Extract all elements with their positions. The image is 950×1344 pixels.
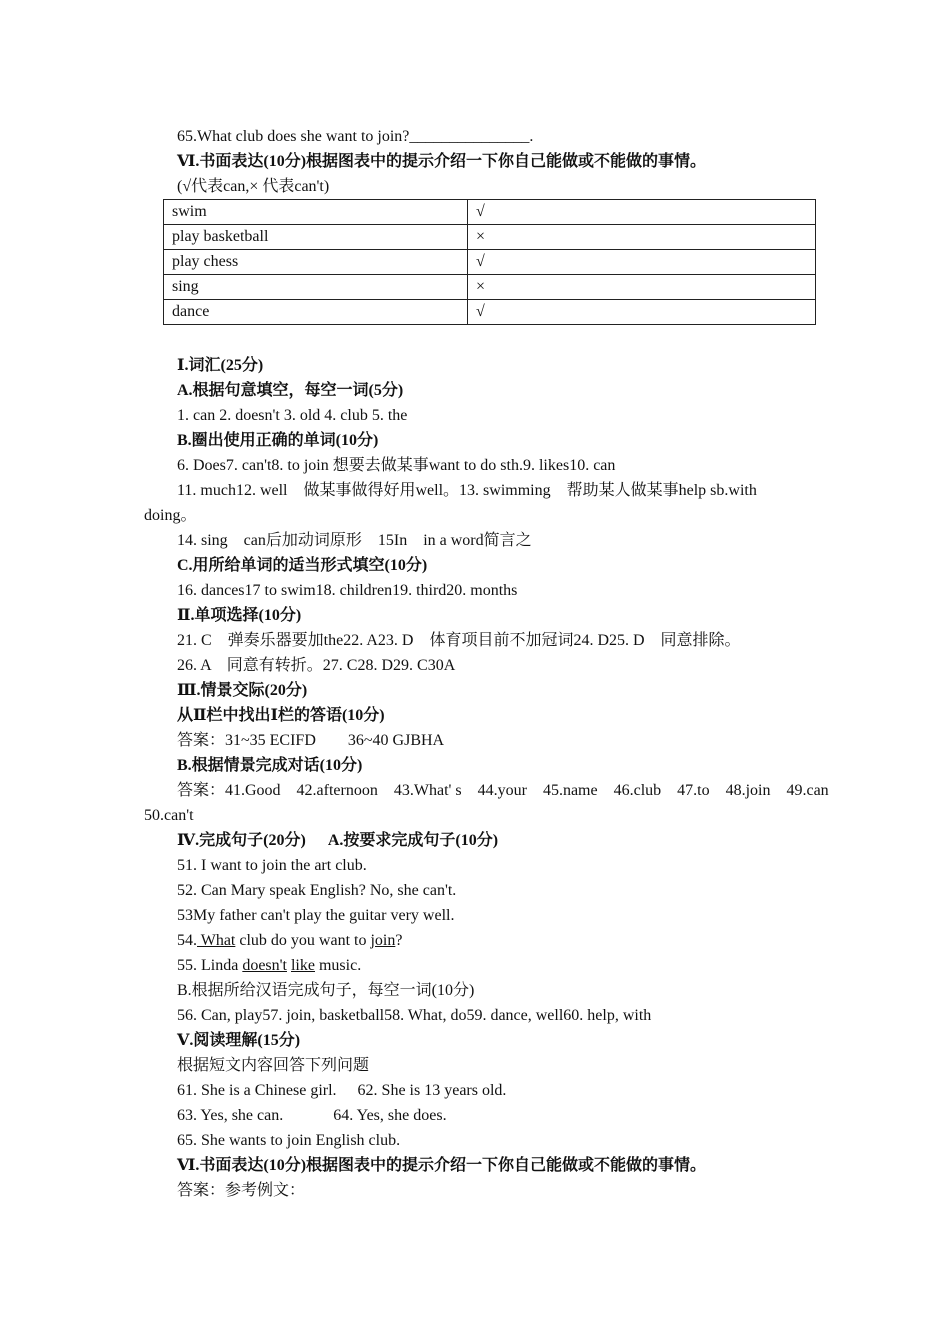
answer-62: 62. She is 13 years old. bbox=[357, 1082, 507, 1099]
answers-61-62 bbox=[177, 1078, 817, 1103]
answer-55-end: music. bbox=[314, 957, 362, 974]
section-1b-heading: B.圈出使用正确的单词(10分) bbox=[177, 432, 379, 449]
section-1b-line-2: 11. much12. well 做某事做得好用well。13. swimming 帮助某人做某事help sb.with bbox=[177, 482, 757, 499]
section-4b-answers: 56. Can, play57. join, basketball58. What, do59. dance, well60. help, with bbox=[177, 1007, 652, 1024]
answer-54-end: ? bbox=[395, 932, 403, 949]
answer-52: 52. Can Mary speak English? No, she can't. bbox=[177, 882, 457, 899]
answer-54-underlined-join: join bbox=[370, 932, 396, 949]
q65-prompt: 65.What club does she want to join?_______________. bbox=[177, 128, 534, 145]
section-2-line-1: 21. C 弹奏乐器要加the22. A23. D 体育项目前不加冠词24. D25. D 同意排除。 bbox=[177, 632, 741, 649]
table-row bbox=[164, 250, 816, 275]
answer-55 bbox=[177, 953, 817, 978]
section-3b-heading: B.根据情景完成对话(10分) bbox=[177, 757, 363, 774]
section-3b-line-1: 答案：41.Good 42.afternoon 43.What' s 44.your 45.name 46.club 47.to 48.join 49.can bbox=[177, 782, 829, 799]
answer-54-underlined-what: What bbox=[197, 932, 236, 949]
answer-51: 51. I want to join the art club. bbox=[177, 857, 367, 874]
section-1b-line-3: 14. sing can后加动词原形 15In in a word简言之 bbox=[177, 532, 532, 549]
section-3b-line-1-cont: 50.can't bbox=[144, 807, 194, 824]
answer-65: 65. She wants to join English club. bbox=[177, 1132, 401, 1149]
section-1c-answers: 16. dances17 to swim18. children19. third20. months bbox=[177, 582, 518, 599]
answer-54-middle: club do you want to bbox=[235, 932, 371, 949]
can-cannot-table bbox=[163, 199, 816, 325]
activity-cell: play basketball bbox=[164, 225, 468, 250]
answer-54-number: 54. bbox=[177, 932, 197, 949]
mark-cell: × bbox=[468, 275, 816, 300]
table-row bbox=[164, 300, 816, 325]
section-1b-line-1: 6. Does7. can't8. to join 想要去做某事want to do sth.9. likes10. can bbox=[177, 457, 616, 474]
answer-61: 61. She is a Chinese girl. bbox=[177, 1082, 337, 1099]
activity-cell: sing bbox=[164, 275, 468, 300]
section-3a-answers: 答案：31~35 ECIFD 36~40 GJBHA bbox=[177, 732, 445, 749]
section-6-heading: Ⅵ.书面表达(10分)根据图表中的提示介绍一下你自己能做或不能做的事情。 bbox=[177, 1157, 707, 1174]
section-4a-heading: A.按要求完成句子(10分) bbox=[327, 832, 499, 849]
section-4-heading: Ⅳ.完成句子(20分) bbox=[177, 832, 306, 849]
answer-55-underlined-like: like bbox=[290, 957, 315, 974]
section-6-answer-label: 答案：参考例文： bbox=[177, 1182, 306, 1199]
mark-cell: √ bbox=[468, 250, 816, 275]
section-2-heading: Ⅱ.单项选择(10分) bbox=[177, 607, 302, 624]
answer-55-underlined-doesnt: doesn't bbox=[242, 957, 287, 974]
answer-53: 53My father can't play the guitar very well. bbox=[177, 907, 455, 924]
answer-55-start: 55. Linda bbox=[177, 957, 243, 974]
activity-cell: play chess bbox=[164, 250, 468, 275]
section-3a-heading: 从Ⅱ栏中找出Ⅰ栏的答语(10分) bbox=[177, 707, 385, 724]
activity-cell: dance bbox=[164, 300, 468, 325]
section-5-subheading: 根据短文内容回答下列问题 bbox=[177, 1057, 370, 1074]
legend-note: (√代表can,× 代表can't) bbox=[177, 178, 330, 195]
section-1a-heading: A.根据句意填空，每空一词(5分) bbox=[177, 382, 404, 399]
section-5-heading: Ⅴ.阅读理解(15分) bbox=[177, 1032, 301, 1049]
mark-cell: × bbox=[468, 225, 816, 250]
section-1c-heading: C.用所给单词的适当形式填空(10分) bbox=[177, 557, 428, 574]
section-4-heading-line bbox=[177, 828, 817, 853]
mark-cell: √ bbox=[468, 200, 816, 225]
section-2-line-2: 26. A 同意有转折。27. C28. D29. C30A bbox=[177, 657, 456, 674]
table-row bbox=[164, 275, 816, 300]
section-1a-answers: 1. can 2. doesn't 3. old 4. club 5. the bbox=[177, 407, 408, 424]
section-1b-line-2-cont: doing。 bbox=[144, 507, 197, 524]
mark-cell: √ bbox=[468, 300, 816, 325]
answer-63: 63. Yes, she can. bbox=[177, 1107, 284, 1124]
section-4b-heading: B.根据所给汉语完成句子，每空一词(10分) bbox=[177, 982, 475, 999]
answers-63-64 bbox=[177, 1103, 817, 1128]
section-3-heading: Ⅲ.情景交际(20分) bbox=[177, 682, 308, 699]
answer-64: 64. Yes, she does. bbox=[333, 1107, 447, 1124]
table-row bbox=[164, 200, 816, 225]
table-row bbox=[164, 225, 816, 250]
section-1-heading: Ⅰ.词汇(25分) bbox=[177, 357, 264, 374]
activity-cell: swim bbox=[164, 200, 468, 225]
writing-heading: Ⅵ.书面表达(10分)根据图表中的提示介绍一下你自己能做或不能做的事情。 bbox=[177, 153, 707, 170]
answer-54 bbox=[177, 928, 817, 953]
